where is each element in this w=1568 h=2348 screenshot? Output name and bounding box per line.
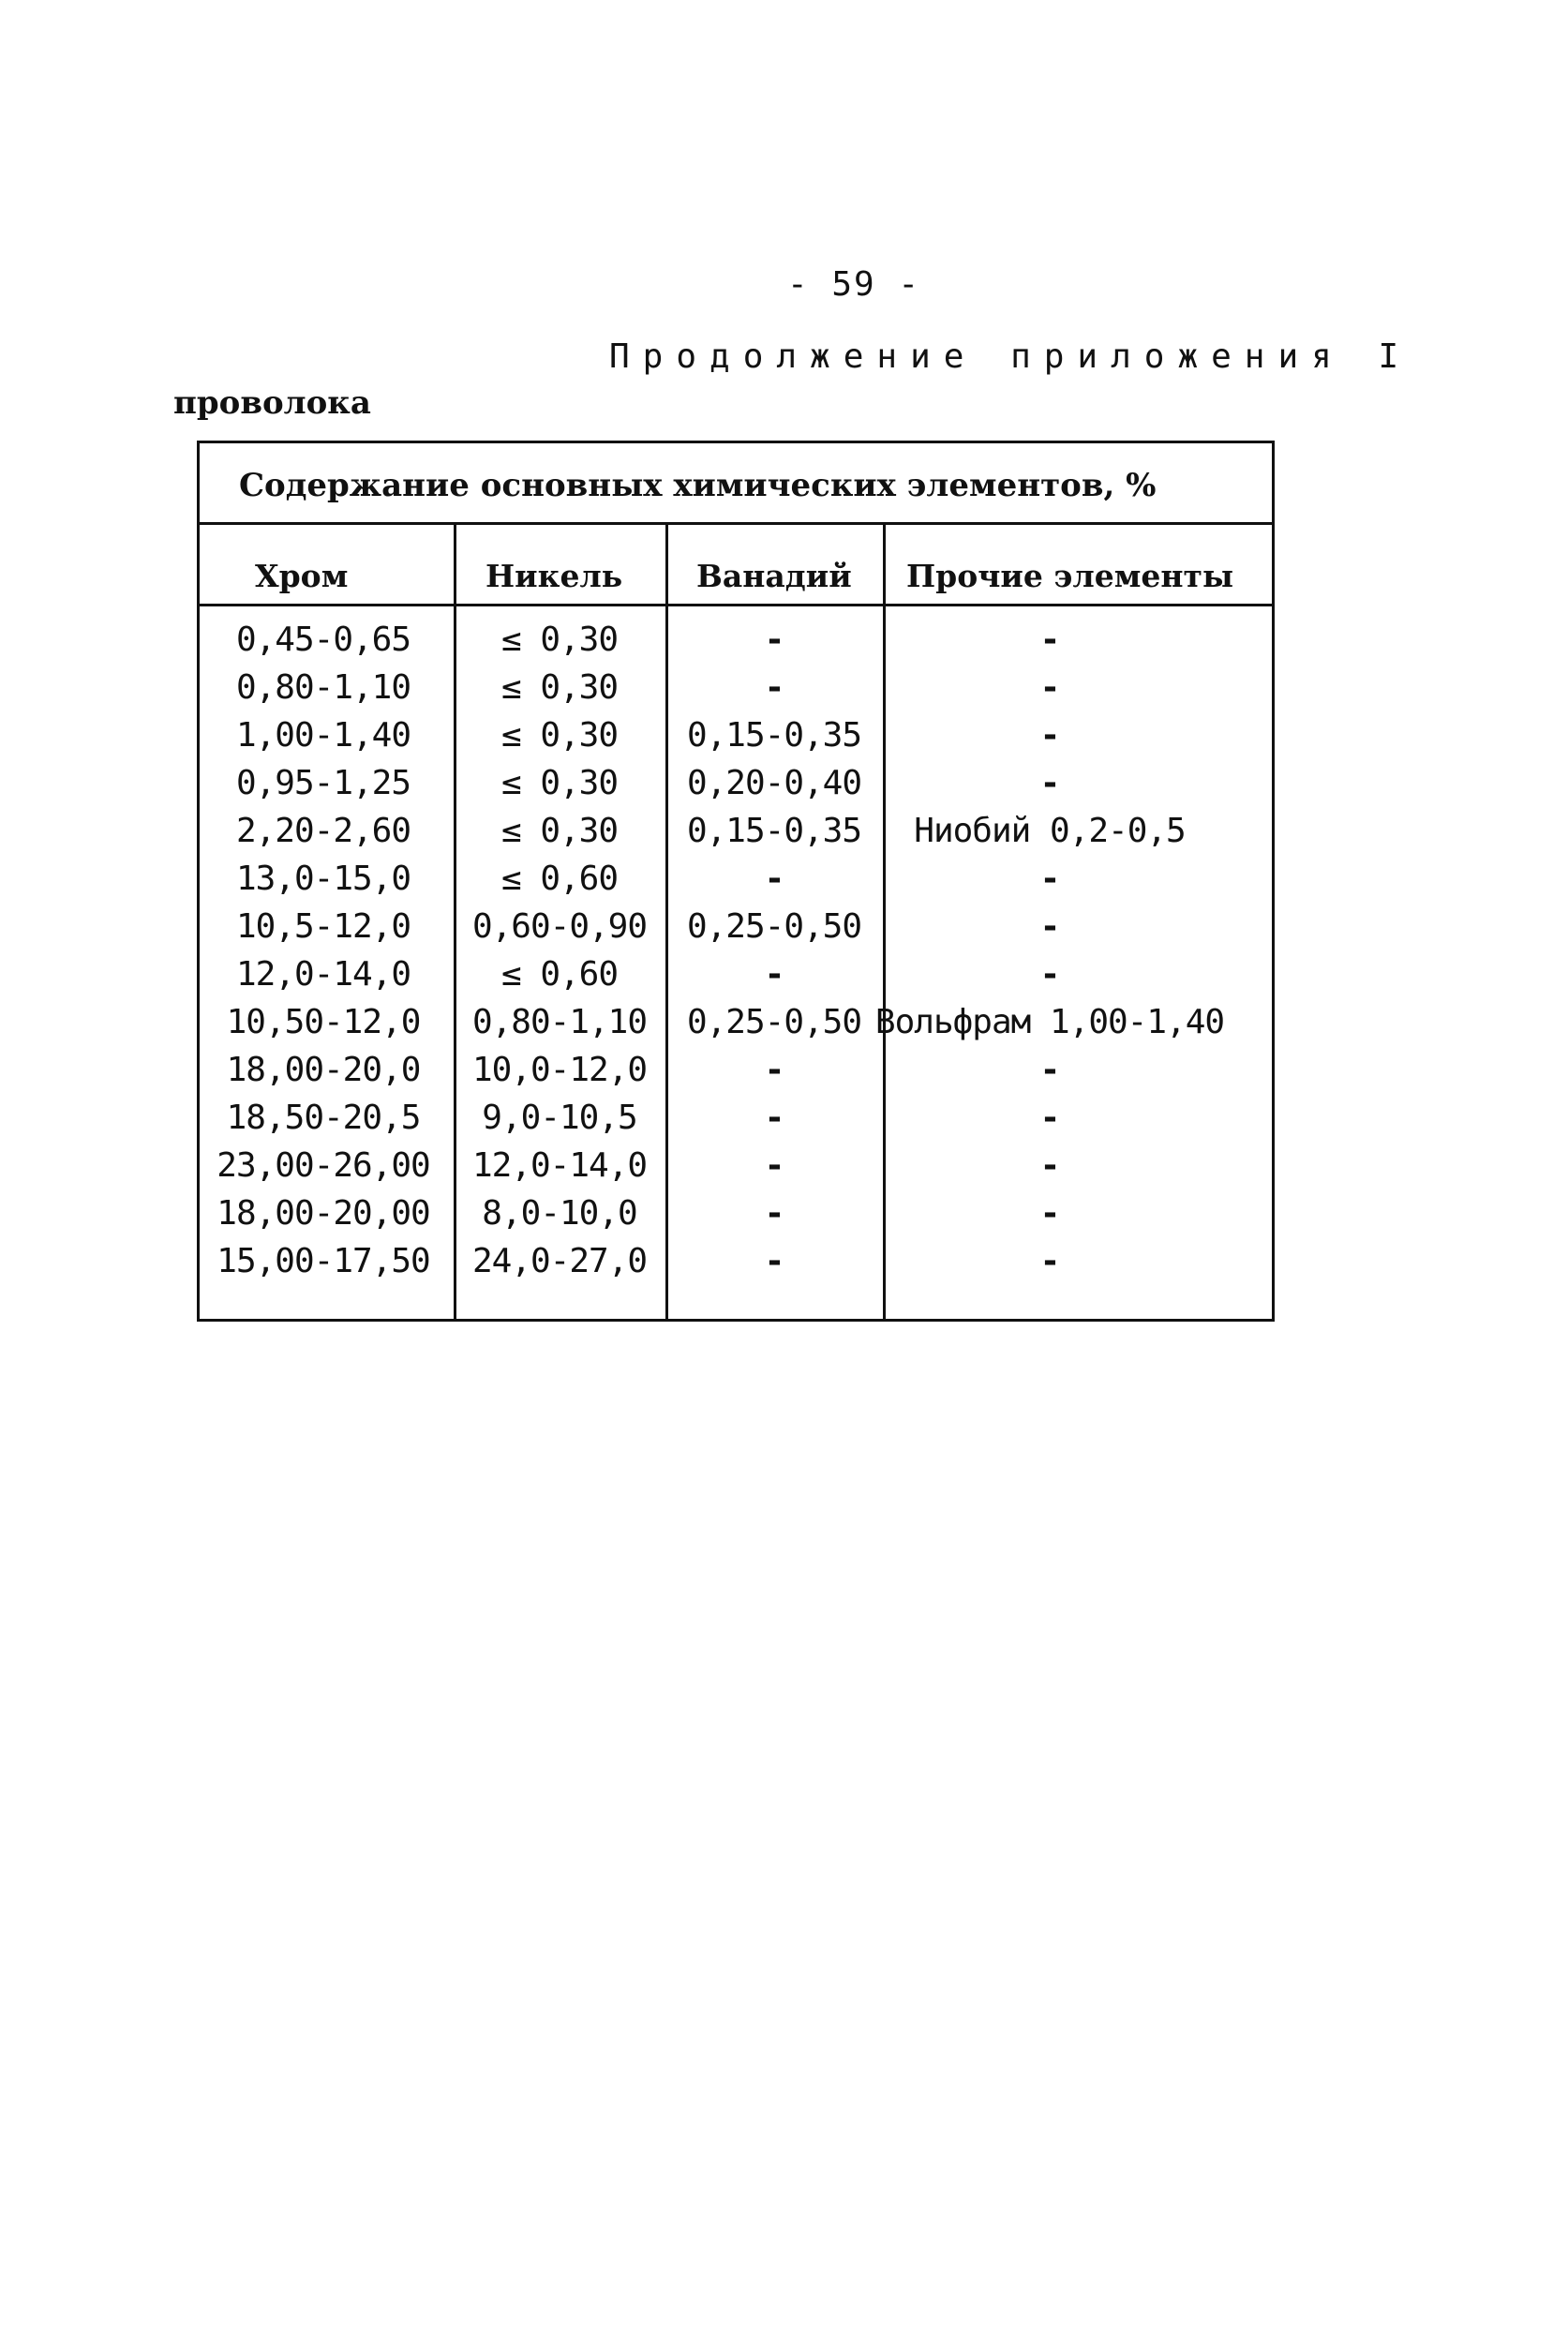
cell-vanadium: 0,15-0,35 [686,812,862,850]
page-number: - 59 - [787,265,921,304]
cell-other: - [1039,621,1060,659]
cell-nickel: 10,0-12,0 [471,1051,648,1089]
cell-other: - [1039,907,1060,946]
title-divider [200,522,1273,525]
cell-chromium: 1,00-1,40 [235,716,411,755]
cell-nickel: ≤ 0,30 [500,668,619,707]
continuation-note: Продолжение приложения I [609,337,1412,376]
cell-chromium: 18,50-20,5 [226,1099,421,1137]
cell-other: Ниобий 0,2-0,5 [914,812,1186,850]
cell-chromium: 13,0-15,0 [235,860,411,898]
cell-nickel: ≤ 0,30 [500,764,619,802]
table-title: Содержание основных химических элементов, % [239,467,1157,504]
cell-vanadium: - [764,1051,784,1089]
column-header-other-elements: Прочие элементы [906,558,1234,594]
cell-vanadium: - [764,668,784,707]
column-header-vanadium: Ванадий [696,558,852,594]
cell-nickel: 9,0-10,5 [482,1099,637,1137]
cell-vanadium: 0,25-0,50 [686,907,862,946]
cell-vanadium: 0,15-0,35 [686,716,862,755]
cell-chromium: 2,20-2,60 [235,812,411,850]
cell-nickel: 24,0-27,0 [471,1242,648,1280]
cell-other: - [1039,860,1060,898]
cell-other: - [1039,764,1060,802]
cell-vanadium: 0,20-0,40 [686,764,862,802]
cell-chromium: 15,00-17,50 [217,1242,430,1280]
cell-vanadium: - [764,1099,784,1137]
cell-chromium: 0,95-1,25 [235,764,411,802]
cell-chromium: 23,00-26,00 [217,1146,430,1185]
cell-nickel: 0,60-0,90 [471,907,648,946]
column-divider-1 [454,523,456,1320]
cell-nickel: ≤ 0,30 [500,812,619,850]
cell-vanadium: - [764,1146,784,1185]
cell-vanadium: - [764,860,784,898]
column-header-chromium: Хром [255,558,349,594]
cell-nickel: ≤ 0,30 [500,716,619,755]
cell-chromium: 0,45-0,65 [235,621,411,659]
header-divider [200,604,1273,606]
cell-chromium: 0,80-1,10 [235,668,411,707]
cell-other: - [1039,1242,1060,1280]
cell-vanadium: - [764,1242,784,1280]
cell-other: - [1039,1194,1060,1233]
cell-chromium: 12,0-14,0 [235,955,411,994]
cell-nickel: 8,0-10,0 [482,1194,637,1233]
column-divider-2 [665,523,668,1320]
cell-other: Вольфрам 1,00-1,40 [874,1003,1225,1041]
cell-vanadium: 0,25-0,50 [686,1003,862,1041]
cell-other: - [1039,1051,1060,1089]
cell-other: - [1039,955,1060,994]
cell-other: - [1039,1099,1060,1137]
cell-vanadium: - [764,1194,784,1233]
cell-vanadium: - [764,621,784,659]
cell-chromium: 18,00-20,0 [226,1051,421,1089]
cell-chromium: 10,5-12,0 [235,907,411,946]
cell-other: - [1039,668,1060,707]
cell-nickel: ≤ 0,60 [500,860,619,898]
cell-other: - [1039,1146,1060,1185]
section-label: проволока [173,384,371,422]
cell-nickel: 12,0-14,0 [471,1146,648,1185]
cell-nickel: ≤ 0,30 [500,621,619,659]
cell-chromium: 18,00-20,00 [217,1194,430,1233]
cell-nickel: ≤ 0,60 [500,955,619,994]
column-header-nickel: Никель [485,558,623,594]
cell-nickel: 0,80-1,10 [471,1003,648,1041]
cell-chromium: 10,50-12,0 [226,1003,421,1041]
cell-other: - [1039,716,1060,755]
cell-vanadium: - [764,955,784,994]
column-divider-3 [883,523,886,1320]
